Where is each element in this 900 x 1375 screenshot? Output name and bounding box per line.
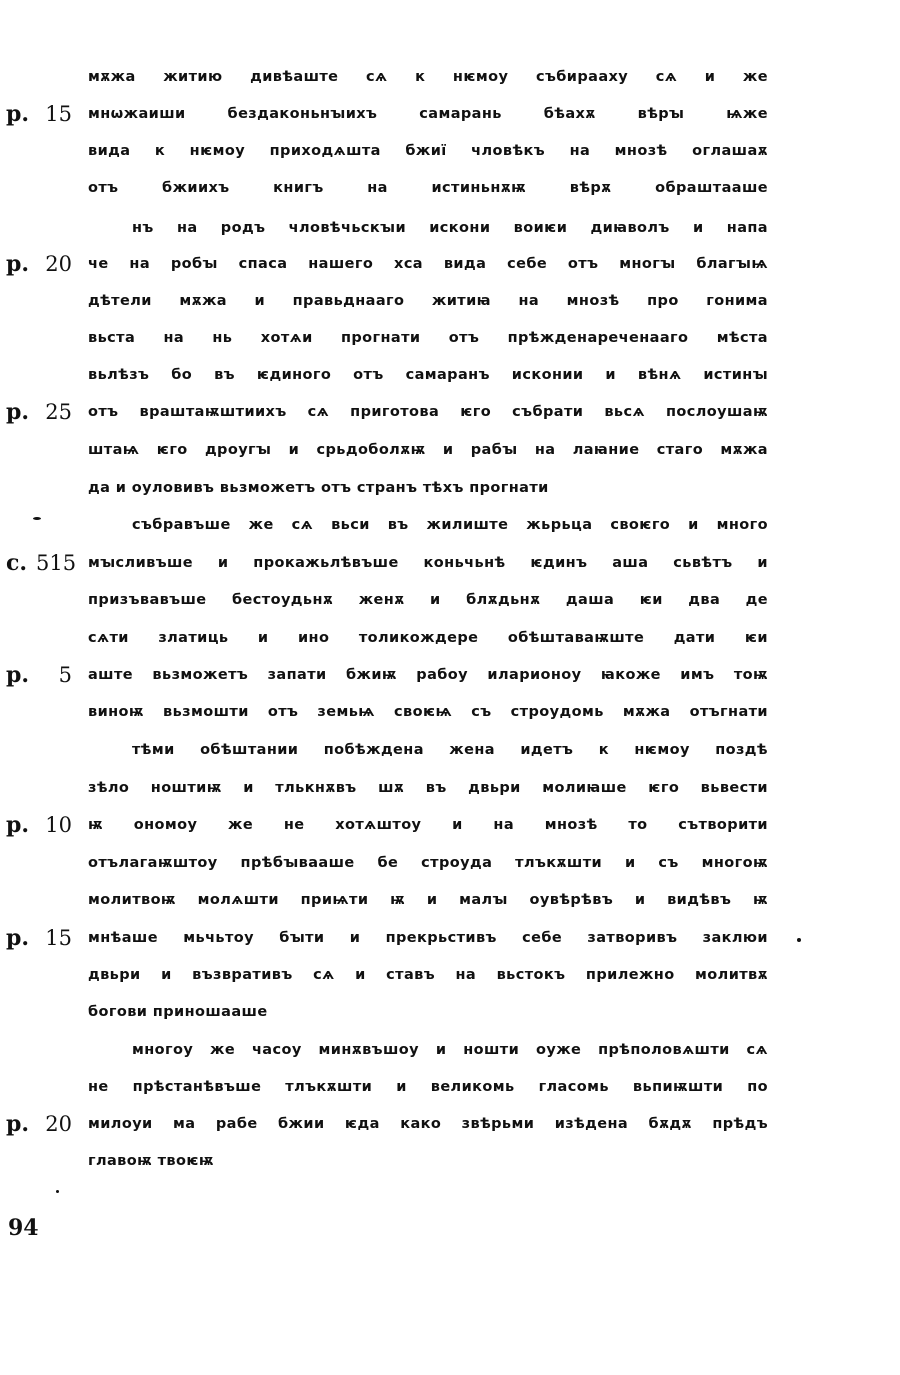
text-line (0, 432, 900, 469)
text-line (0, 320, 900, 357)
text-line (0, 1143, 900, 1180)
folio-marker: р. (6, 662, 30, 688)
line-number: 515 (36, 551, 77, 575)
ink-speck (33, 517, 41, 520)
text-line (0, 1106, 900, 1143)
text-line (0, 394, 900, 431)
line-number: 20 (45, 1112, 72, 1136)
line-text: мꙑсливъше и прокажьлѣвъше коньчьнѣ ѥдинъ аша сьвѣтъ и (88, 555, 768, 571)
line-text: мнѡжаиши бездаконьнꙑихъ самарань бѣахѫ вѣрꙑ ѩже (88, 106, 768, 122)
line-text: двьри и възвративъ сѧ и ставъ на вьстокъ прилежно молитвѫ (88, 967, 768, 983)
text-line (0, 1032, 900, 1069)
line-text: зѣло ноштиѭ и тлькнѫвъ шѫ въ двьри молиꙗше ѥго вьвести (88, 780, 768, 796)
line-text: сѧти златиць и ино толикождере обѣштаваѭште дати ѥи (88, 630, 768, 646)
line-number: 15 (45, 926, 72, 950)
line-text: многоу же часоу минѫвъшоу и ношти оуже прѣполовѧшти сѧ (132, 1042, 768, 1058)
folio-marker: р. (6, 399, 30, 425)
text-line (0, 694, 900, 731)
line-text: ѭ ономоу же не хотѧштоу и на мнозѣ то сътворити (88, 817, 768, 833)
text-line (0, 96, 900, 133)
line-text: аште вьзможетъ запати бжиѭ рабоу иларионоу ꙗкоже имъ тоѭ (88, 667, 768, 683)
ink-speck (56, 1190, 59, 1193)
line-text: събравъше же сѧ вьси въ жилиште жьрьца своѥго и много (132, 517, 768, 533)
line-text: мѫжа житию дивѣаште сѧ к нѥмоу събирааху сѧ и же (88, 69, 768, 85)
folio-marker: р. (6, 101, 30, 127)
line-text: мнѣаше мьчьтоу бꙑти и прекрьстивъ себе затворивъ заклюи (88, 930, 768, 946)
text-line (0, 1069, 900, 1106)
line-text: молитвоѭ молѧшти приѩти ѭ и малꙑ оувѣрѣвъ и видѣвъ ѭ (88, 892, 768, 908)
line-text: штаѩ ѥго дроугꙑ и срьдоболѫѭ и рабꙑ на лаꙗние стаго мѫжа (88, 442, 768, 458)
page-number: 94 (8, 1215, 39, 1241)
line-text: призъвавъше бестоудьнѫ женѫ и блѫдьнѫ даша ѥи два де (88, 592, 768, 608)
folio-marker: р. (6, 1111, 30, 1137)
line-text: богови приношааше (88, 1004, 268, 1020)
line-text: виноѭ вьзмошти отъ земьѩ своѥѩ съ строудомь мѫжа отъгнати (88, 704, 768, 720)
line-text: че на робꙑ спаса нашего хса вида себе отъ многꙑ благꙑѩ (88, 256, 768, 272)
text-line (0, 545, 900, 582)
line-number: 20 (45, 252, 72, 276)
line-text: милоуи ма рабе бжии ѥда како звѣрьми изѣдена бѫдѫ прѣдъ (88, 1116, 768, 1132)
text-line (0, 920, 900, 957)
text-line (0, 807, 900, 844)
line-text: тѣми обѣштании побѣждена жена идетъ к нѥмоу поздѣ (132, 742, 768, 758)
text-line (0, 582, 900, 619)
ink-speck (797, 938, 801, 942)
text-line (0, 957, 900, 994)
line-text: вьста на нь хотѧи прогнати отъ прѣжденареченааго мѣста (88, 330, 768, 346)
line-number: 10 (45, 813, 72, 837)
text-line (0, 246, 900, 283)
text-line (0, 283, 900, 320)
text-line (0, 732, 900, 769)
text-line (0, 507, 900, 544)
text-line (0, 770, 900, 807)
folio-marker: с. (6, 550, 28, 576)
line-text: нъ на родъ чловѣчьскꙑи искони воиѥи диꙗволъ и напа (132, 220, 768, 236)
folio-marker: р. (6, 251, 30, 277)
text-line (0, 882, 900, 919)
line-text: не прѣстанѣвъше тлъкѫшти и великомь гласомь вьпиѭшти по (88, 1079, 768, 1095)
line-text: отъ враштаѭштиихъ сѧ приготова ѥго събрати вьсѧ послоушаѭ (88, 404, 768, 420)
text-line (0, 845, 900, 882)
line-text: отълагаѭштоу прѣбꙑвааше бе строуда тлъкѫшти и съ многоѭ (88, 855, 768, 871)
line-number: 15 (45, 102, 72, 126)
text-line (0, 133, 900, 170)
folio-marker: р. (6, 925, 30, 951)
text-line (0, 994, 900, 1031)
text-line (0, 657, 900, 694)
text-line (0, 620, 900, 657)
text-line (0, 210, 900, 247)
line-text: да и оуловивъ вьзможетъ отъ странъ тѣхъ прогнати (88, 480, 549, 496)
line-text: главоѭ твоѥѭ (88, 1153, 214, 1169)
line-text: вьлѣзъ бо въ ѥдиного отъ самаранъ исконии и вѣнѧ истинꙑ (88, 367, 768, 383)
text-line (0, 357, 900, 394)
line-text: отъ бжиихъ книгъ на истиньнѫѭ вѣрѫ обраштааше (88, 180, 768, 196)
line-number: 5 (58, 663, 72, 687)
text-line (0, 470, 900, 507)
line-text: вида к нѥмоу приходѧшта бжиї чловѣкъ на мнозѣ оглашаѫ (88, 143, 768, 159)
line-number: 25 (45, 400, 72, 424)
line-text: дѣтели мѫжа и правьднааго житиꙗ на мнозѣ про гонима (88, 293, 768, 309)
text-line (0, 59, 900, 96)
folio-marker: р. (6, 812, 30, 838)
text-line (0, 170, 900, 207)
